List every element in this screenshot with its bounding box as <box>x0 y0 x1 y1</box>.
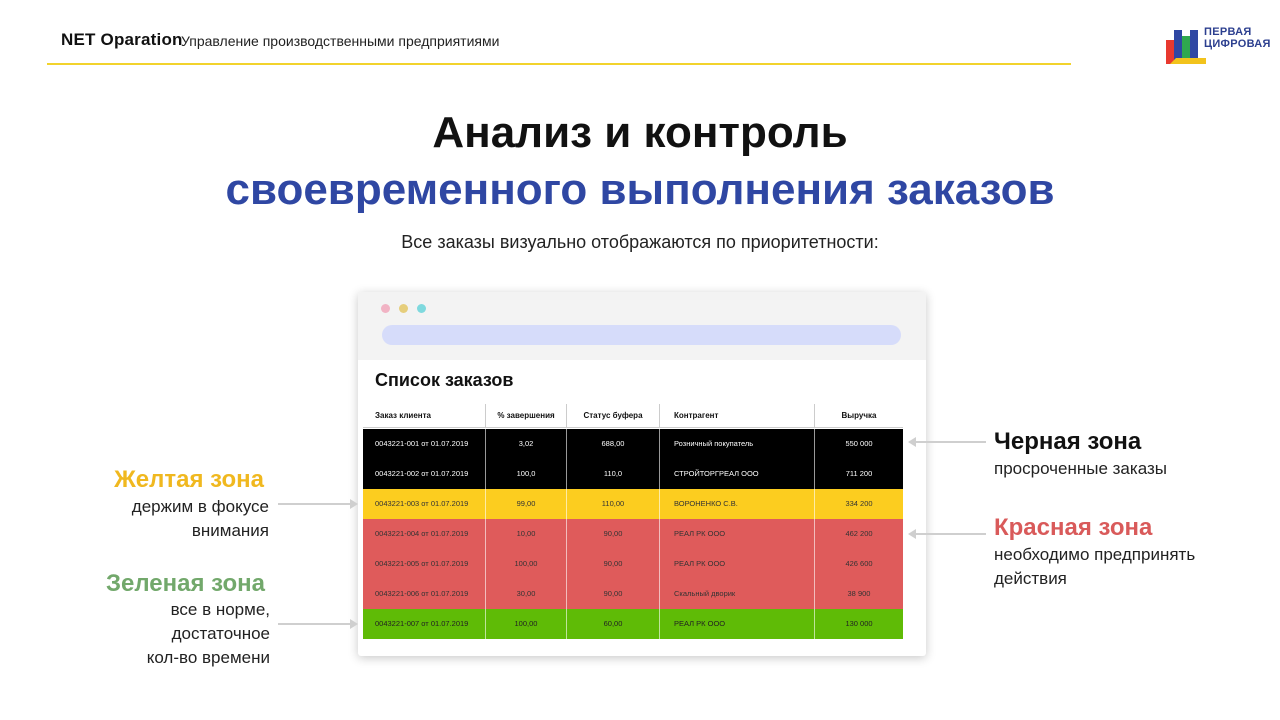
header-subtitle: Управление производственными предприятиями <box>181 33 500 49</box>
red-zone-desc-line-1: необходимо предпринять <box>994 545 1196 564</box>
cell-counterparty: РЕАЛ РК ООО <box>660 519 815 549</box>
cell-revenue: 711 200 <box>845 469 873 478</box>
cell-order: 0043221-001 от 01.07.2019 <box>363 429 486 459</box>
column-header-completion[interactable]: % завершения <box>486 404 567 428</box>
cell-order: 0043221-007 от 01.07.2019 <box>363 609 486 639</box>
green-zone-description <box>60 598 270 670</box>
column-header-counterparty[interactable]: Контрагент <box>660 404 815 428</box>
yellow-zone-description <box>60 495 269 543</box>
table-row[interactable] <box>363 459 903 489</box>
cell-completion: 100,00 <box>486 549 567 579</box>
yellow-zone-desc-line-1: держим в фокусе <box>131 497 269 516</box>
red-zone-title: Красная зона <box>994 514 1153 541</box>
cell-revenue: 426 600 <box>845 559 873 568</box>
logo-line-2: ЦИФРОВАЯ <box>1204 38 1271 50</box>
yellow-zone-arrow <box>278 503 356 505</box>
yellow-zone-title: Желтая зона <box>114 466 264 493</box>
cell-counterparty: ВОРОНЕНКО С.В. <box>660 489 815 519</box>
cell-order: 0043221-003 от 01.07.2019 <box>363 489 486 519</box>
green-zone-arrow <box>278 623 356 625</box>
cell-revenue: 550 000 <box>845 439 873 448</box>
cell-order: 0043221-002 от 01.07.2019 <box>363 459 486 489</box>
page-title-line-1: Анализ и контроль <box>432 108 848 157</box>
lead-text: Все заказы визуально отображаются по приоритетности: <box>401 232 879 252</box>
logo-text <box>1204 26 1271 50</box>
cell-revenue: 462 200 <box>845 529 873 538</box>
table-row[interactable] <box>363 609 903 639</box>
yellow-zone-desc-line-2: внимания <box>191 521 269 540</box>
window-titlebar <box>358 292 926 360</box>
cell-buffer-status: 90,00 <box>567 579 660 609</box>
cell-completion: 10,00 <box>486 519 567 549</box>
red-zone-desc-line-2: действия <box>994 569 1067 588</box>
brand-name: NET Oparation <box>61 30 183 49</box>
table-row[interactable] <box>363 519 903 549</box>
cell-revenue: 334 200 <box>845 499 873 508</box>
page-title-line-2: своевременного выполнения заказов <box>225 165 1055 214</box>
column-header-order[interactable]: Заказ клиента <box>363 404 486 428</box>
cell-counterparty: РЕАЛ РК ООО <box>660 609 815 639</box>
red-zone-arrow <box>910 533 986 535</box>
cell-completion: 30,00 <box>486 579 567 609</box>
cell-buffer-status: 90,00 <box>567 549 660 579</box>
cell-completion: 100,0 <box>486 459 567 489</box>
table-row[interactable] <box>363 579 903 609</box>
cell-order: 0043221-005 от 01.07.2019 <box>363 549 486 579</box>
logo-mark-icon <box>1166 26 1206 66</box>
cell-order: 0043221-004 от 01.07.2019 <box>363 519 486 549</box>
black-zone-title: Черная зона <box>994 428 1142 455</box>
cell-counterparty: РЕАЛ РК ООО <box>660 549 815 579</box>
cell-completion: 99,00 <box>486 489 567 519</box>
green-zone-title: Зеленая зона <box>105 570 265 597</box>
cell-buffer-status: 90,00 <box>567 519 660 549</box>
table-row[interactable] <box>363 429 903 459</box>
cell-buffer-status: 688,00 <box>567 429 660 459</box>
address-bar[interactable] <box>382 325 901 345</box>
column-header-buffer-status[interactable]: Статус буфера <box>567 404 660 428</box>
cell-buffer-status: 110,00 <box>567 489 660 519</box>
cell-counterparty: Скальный дворик <box>660 579 815 609</box>
cell-completion: 100,00 <box>486 609 567 639</box>
cell-revenue: 130 000 <box>845 619 873 628</box>
black-zone-description <box>994 457 1167 481</box>
green-zone-desc-line-2: достаточное <box>171 624 270 643</box>
cell-buffer-status: 60,00 <box>567 609 660 639</box>
table-header <box>363 404 903 428</box>
top-header <box>47 0 1071 65</box>
table-row[interactable] <box>363 489 903 519</box>
orders-window <box>358 292 926 656</box>
cell-counterparty: СТРОЙТОРГРЕАЛ ООО <box>660 459 815 489</box>
company-logo <box>1166 26 1271 66</box>
window-minimize-dot[interactable] <box>399 304 408 313</box>
logo-line-1: ПЕРВАЯ <box>1204 26 1252 38</box>
table-row[interactable] <box>363 549 903 579</box>
column-header-revenue[interactable]: Выручка <box>841 411 877 420</box>
cell-buffer-status: 110,0 <box>567 459 660 489</box>
green-zone-desc-line-3: кол-во времени <box>146 648 270 667</box>
cell-counterparty: Розничный покупатель <box>660 429 815 459</box>
black-zone-arrow <box>910 441 986 443</box>
cell-completion: 3,02 <box>486 429 567 459</box>
orders-list-title: Список заказов <box>375 370 514 390</box>
window-maximize-dot[interactable] <box>417 304 426 313</box>
green-zone-desc-line-1: все в норме, <box>170 600 270 619</box>
black-zone-desc-line-1: просроченные заказы <box>994 459 1167 478</box>
cell-revenue: 38 900 <box>847 589 871 598</box>
cell-order: 0043221-006 от 01.07.2019 <box>363 579 486 609</box>
red-zone-description <box>994 543 1195 591</box>
window-close-dot[interactable] <box>381 304 390 313</box>
